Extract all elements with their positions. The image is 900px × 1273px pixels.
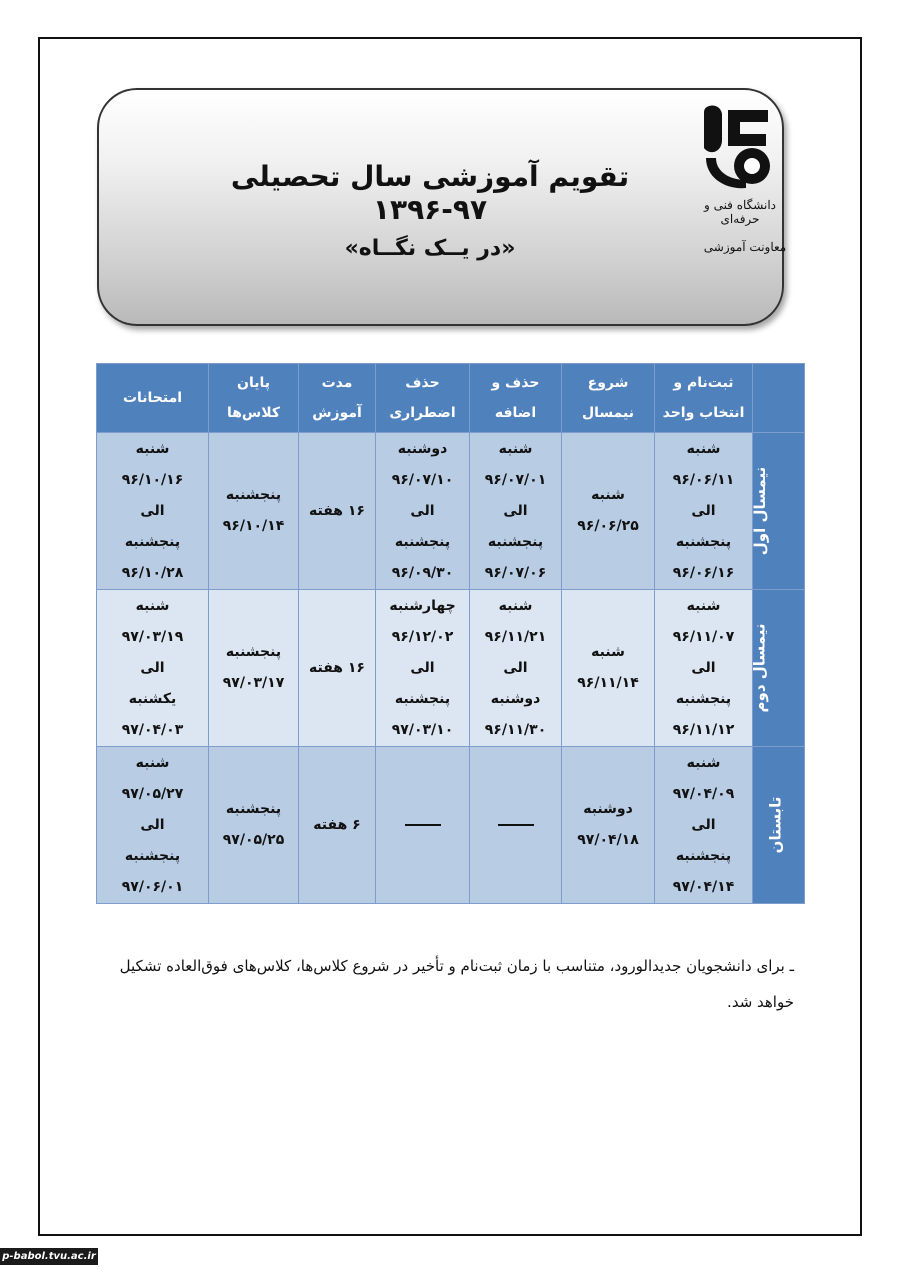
cell-line: الی (140, 659, 165, 676)
cell-line: ۹۶/۱۱/۱۴ (577, 675, 639, 691)
term-label: تابستان (753, 747, 805, 904)
department-name: معاونت آموزشی (703, 240, 787, 254)
cell-line: شنبه (591, 644, 625, 660)
cell-line: ۹۷/۰۴/۰۳ (121, 721, 184, 738)
term-label: نیمسال دوم (753, 590, 805, 747)
table-cell (562, 433, 655, 590)
cell-line: پنجشنبه (394, 533, 451, 550)
cell-line: پنجشنبه (225, 644, 282, 660)
table-cell (470, 747, 562, 904)
column-header: امتحانات (97, 364, 209, 433)
table-cell (209, 590, 299, 747)
table-cell (470, 433, 562, 590)
cell-line: پنجشنبه (225, 801, 282, 817)
cell-line: شنبه (498, 597, 533, 614)
cell-line: پنجشنبه (124, 533, 181, 550)
table-cell (562, 747, 655, 904)
table-row (97, 747, 805, 904)
column-header: حذف اضطراری (376, 364, 470, 433)
table-cell (376, 433, 470, 590)
cell-line: ۹۶/۰۷/۰۱ (484, 471, 547, 488)
column-header: شروع نیمسال (562, 364, 655, 433)
cell-line: دوشنبه (490, 690, 541, 707)
cell-line: ۹۷/۰۳/۱۰ (391, 721, 454, 738)
cell-line: شنبه (135, 440, 170, 457)
table-cell (299, 433, 376, 590)
cell-line: شنبه (498, 440, 533, 457)
cell-line: ۹۶/۰۹/۳۰ (391, 564, 454, 581)
cell-line: ۹۷/۰۶/۰۱ (121, 878, 184, 895)
cell-line: ۱۶ هفته (309, 503, 365, 519)
cell-line: ۱۶ هفته (309, 660, 365, 676)
table-corner (753, 364, 805, 433)
term-label: نیمسال اول (753, 433, 805, 590)
cell-line: الی (503, 502, 528, 519)
cell-line: ۹۶/۰۷/۰۶ (484, 564, 547, 581)
table-row (97, 590, 805, 747)
cell-line: پنجشنبه (675, 847, 732, 864)
empty-dash (405, 824, 441, 826)
cell-line: ۹۷/۰۳/۱۷ (222, 675, 285, 691)
page-subtitle: «در یــک نگــاه» (344, 236, 516, 261)
cell-line: الی (140, 816, 165, 833)
table-cell (470, 590, 562, 747)
cell-line: الی (410, 659, 435, 676)
university-name: دانشگاه فنی و حرفه‌ای (703, 198, 777, 226)
cell-line: ۶ هفته (313, 817, 361, 833)
table-cell (562, 590, 655, 747)
cell-line: یکشنبه (128, 690, 177, 707)
site-url: p-babol.tvu.ac.ir (0, 1248, 98, 1265)
cell-line: دوشنبه (397, 440, 448, 457)
cell-line: پنجشنبه (124, 847, 181, 864)
university-logo-icon (696, 100, 776, 196)
cell-line: الی (691, 659, 716, 676)
cell-line: شنبه (686, 754, 721, 771)
cell-line: ۹۷/۰۳/۱۹ (121, 628, 184, 645)
cell-line: دوشنبه (583, 801, 633, 817)
table-cell (209, 433, 299, 590)
cell-line: ۹۶/۱۰/۱۶ (121, 471, 184, 488)
cell-line: ۹۶/۱۲/۰۲ (391, 628, 454, 645)
cell-line: الی (410, 502, 435, 519)
table-cell (376, 747, 470, 904)
cell-line: پنجشنبه (487, 533, 544, 550)
column-header: حذف و اضافه (470, 364, 562, 433)
column-header: مدت آموزش (299, 364, 376, 433)
cell-line: چهارشنبه (389, 597, 456, 614)
cell-line: پنجشنبه (225, 487, 282, 503)
cell-line: الی (503, 659, 528, 676)
cell-line: ۹۶/۱۰/۲۸ (121, 564, 184, 581)
cell-line: الی (140, 502, 165, 519)
table-cell (97, 433, 209, 590)
cell-line: پنجشنبه (675, 533, 732, 550)
cell-line: الی (691, 502, 716, 519)
column-header: پایان کلاس‌ها (209, 364, 299, 433)
table-cell (376, 590, 470, 747)
university-logo (690, 100, 782, 260)
footnote: ـ برای دانشجویان جدیدالورود، متناسب با زمان ثبت‌نام و تأخیر در شروع کلاس‌ها، کلاس‌های فوق‌العاده تشکیل خواهد شد. (119, 957, 794, 1011)
cell-line: پنجشنبه (394, 690, 451, 707)
cell-line: ۹۷/۰۵/۲۷ (121, 785, 184, 802)
table-cell (97, 747, 209, 904)
table-cell (299, 590, 376, 747)
table-header-row (97, 364, 805, 433)
cell-line: ۹۶/۱۱/۲۱ (484, 628, 547, 645)
cell-line: ۹۶/۰۷/۱۰ (391, 471, 454, 488)
cell-line: ۹۷/۰۴/۱۴ (672, 878, 735, 895)
cell-line: شنبه (135, 597, 170, 614)
cell-line: ۹۶/۱۱/۳۰ (484, 721, 547, 738)
table-cell (209, 747, 299, 904)
cell-line: ۹۶/۱۱/۱۲ (672, 721, 735, 738)
table-row (97, 433, 805, 590)
cell-line: ۹۷/۰۴/۱۸ (577, 832, 639, 848)
page-title: تقویم آموزشی سال تحصیلی ۹۷-۱۳۹۶ (230, 160, 630, 226)
cell-line: شنبه (686, 597, 721, 614)
cell-line: پنجشنبه (675, 690, 732, 707)
cell-line: ۹۷/۰۴/۰۹ (672, 785, 735, 802)
cell-line: شنبه (135, 754, 170, 771)
cell-line: ۹۶/۰۶/۱۶ (672, 564, 735, 581)
cell-line: ۹۶/۰۶/۲۵ (577, 518, 639, 534)
cell-line: ۹۶/۱۱/۰۷ (672, 628, 735, 645)
cell-line: شنبه (686, 440, 721, 457)
table-cell (655, 747, 753, 904)
cell-line: ۹۷/۰۵/۲۵ (222, 832, 285, 848)
cell-line: ۹۶/۱۰/۱۴ (222, 518, 285, 534)
cell-line: شنبه (591, 487, 625, 503)
column-header: ثبت‌نام و انتخاب واحد (655, 364, 753, 433)
cell-line: ۹۶/۰۶/۱۱ (672, 471, 735, 488)
table-cell (299, 747, 376, 904)
empty-dash (498, 824, 534, 826)
cell-line: الی (691, 816, 716, 833)
table-cell (97, 590, 209, 747)
academic-calendar-table (96, 363, 805, 904)
